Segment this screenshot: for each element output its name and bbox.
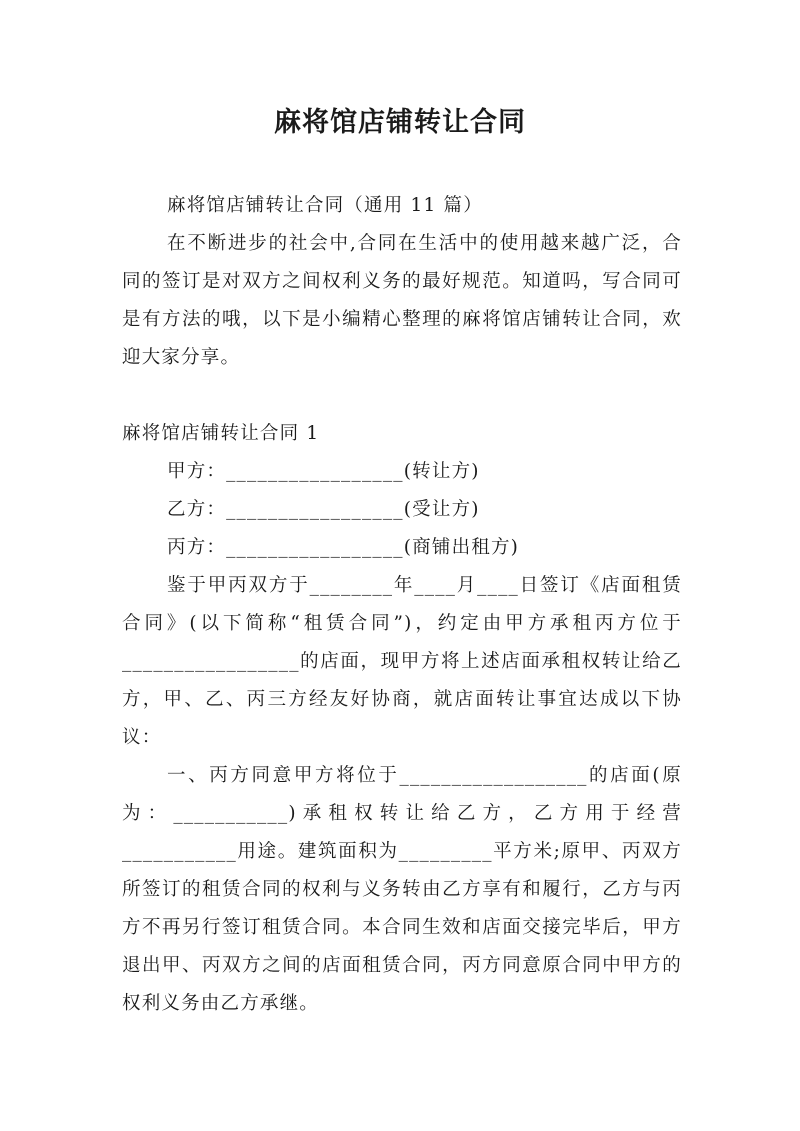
party-c-line: 丙方：_________________(商铺出租方) (167, 537, 520, 558)
clause-1-paragraph: 一、丙方同意甲方将位于__________________的店面(原为：___________)承租权转让给乙方，乙方用于经营___________用途。建筑面积为_________平方米;原甲、丙双方所签订的租赁合同的权利与义务转由乙方享有和履行，乙方与丙方不再另行签订租赁合同。本合同生效和店面交接完毕后，甲方退出甲、丙双方之间的店面租赁合同，丙方同意原合同中甲方的权利义务由乙方承继。 (122, 765, 682, 1014)
party-b-line: 乙方：_________________(受让方) (167, 499, 480, 520)
intro-section (122, 187, 682, 377)
subtitle: 麻将馆店铺转让合同（通用 11 篇） (167, 195, 483, 216)
contract-section (122, 415, 682, 1023)
preamble-paragraph: 鉴于甲丙双方于________年____月____日签订《店面租赁合同》(以下简称“租赁合同”)，约定由甲方承租丙方位于_________________的店面，现甲方将上述店面承租权转让给乙方，甲、乙、丙三方经友好协商，就店面转让事宜达成以下协议： (122, 575, 682, 748)
party-a-line: 甲方：_________________(转让方) (167, 461, 480, 482)
document-title: 麻将馆店铺转让合同 (274, 107, 526, 138)
section-heading: 麻将馆店铺转让合同 1 (122, 423, 320, 444)
intro-paragraph: 在不断进步的社会中,合同在生活中的使用越来越广泛，合同的签订是对双方之间权利义务的最好规范。知道吗，写合同可是有方法的哦，以下是小编精心整理的麻将馆店铺转让合同，欢迎大家分享。 (122, 233, 682, 368)
